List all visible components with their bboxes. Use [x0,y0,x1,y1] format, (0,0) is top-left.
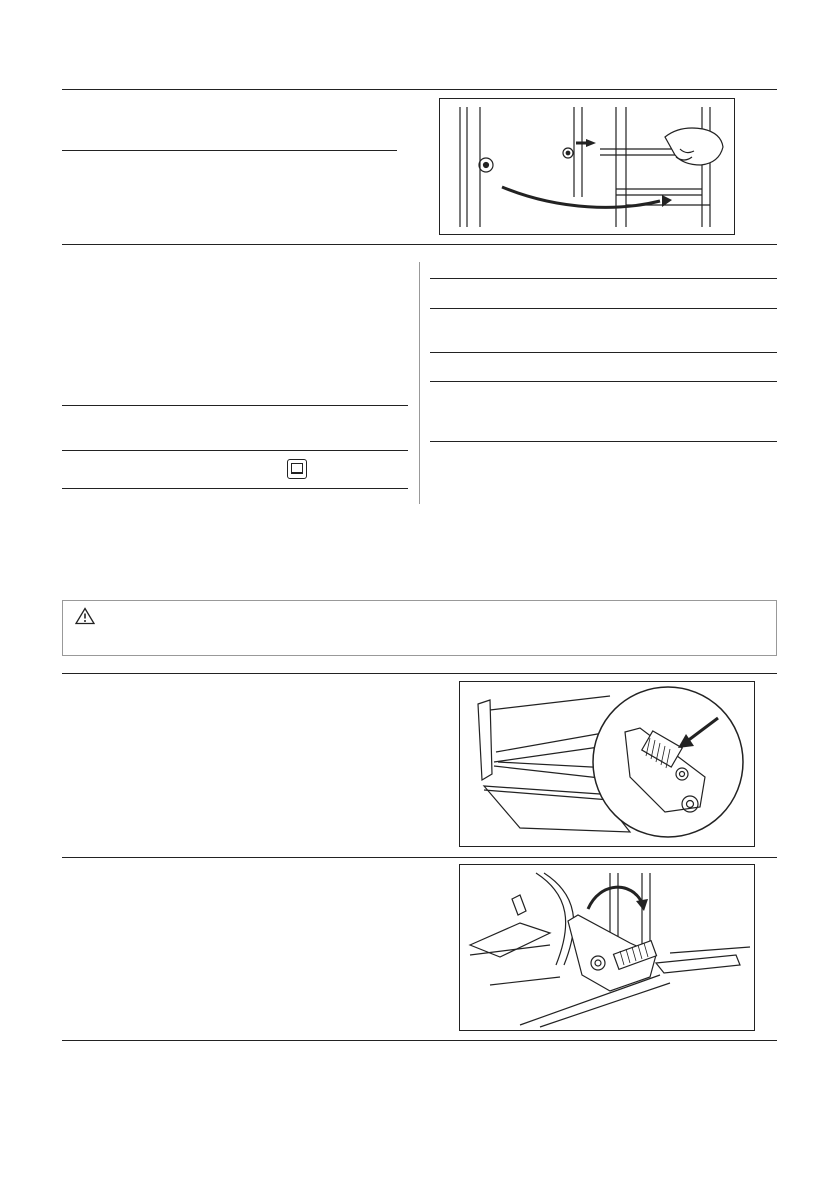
rule-right-col-2 [430,308,777,309]
hinge-lever-rotate-illustration [460,865,754,1030]
rule-left-col-2 [62,450,408,451]
rule-bottom [62,1040,777,1041]
shelf-removal-illustration [440,99,734,234]
door-hinge-figure-1 [459,681,755,847]
warning-box [62,600,777,656]
door-hinge-figure-2 [459,864,755,1031]
rule-section-1 [62,244,777,245]
rule-right-col-3 [430,352,777,353]
rule-right-col-5 [430,441,777,442]
rule-left-col-3 [62,488,408,489]
rule-section-3 [62,857,777,858]
warning-triangle-icon [75,607,95,625]
rule-right-col-4 [430,381,777,382]
rule-section-2 [62,673,777,674]
shelf-support-figure [439,98,735,235]
rule-right-col-1 [430,278,777,279]
rule-top [62,89,777,90]
rule-left-col-1 [62,405,408,406]
hinge-lever-release-illustration [460,682,754,846]
rule-left-short [62,150,397,151]
oven-function-icon [287,459,307,479]
column-divider [419,262,420,504]
